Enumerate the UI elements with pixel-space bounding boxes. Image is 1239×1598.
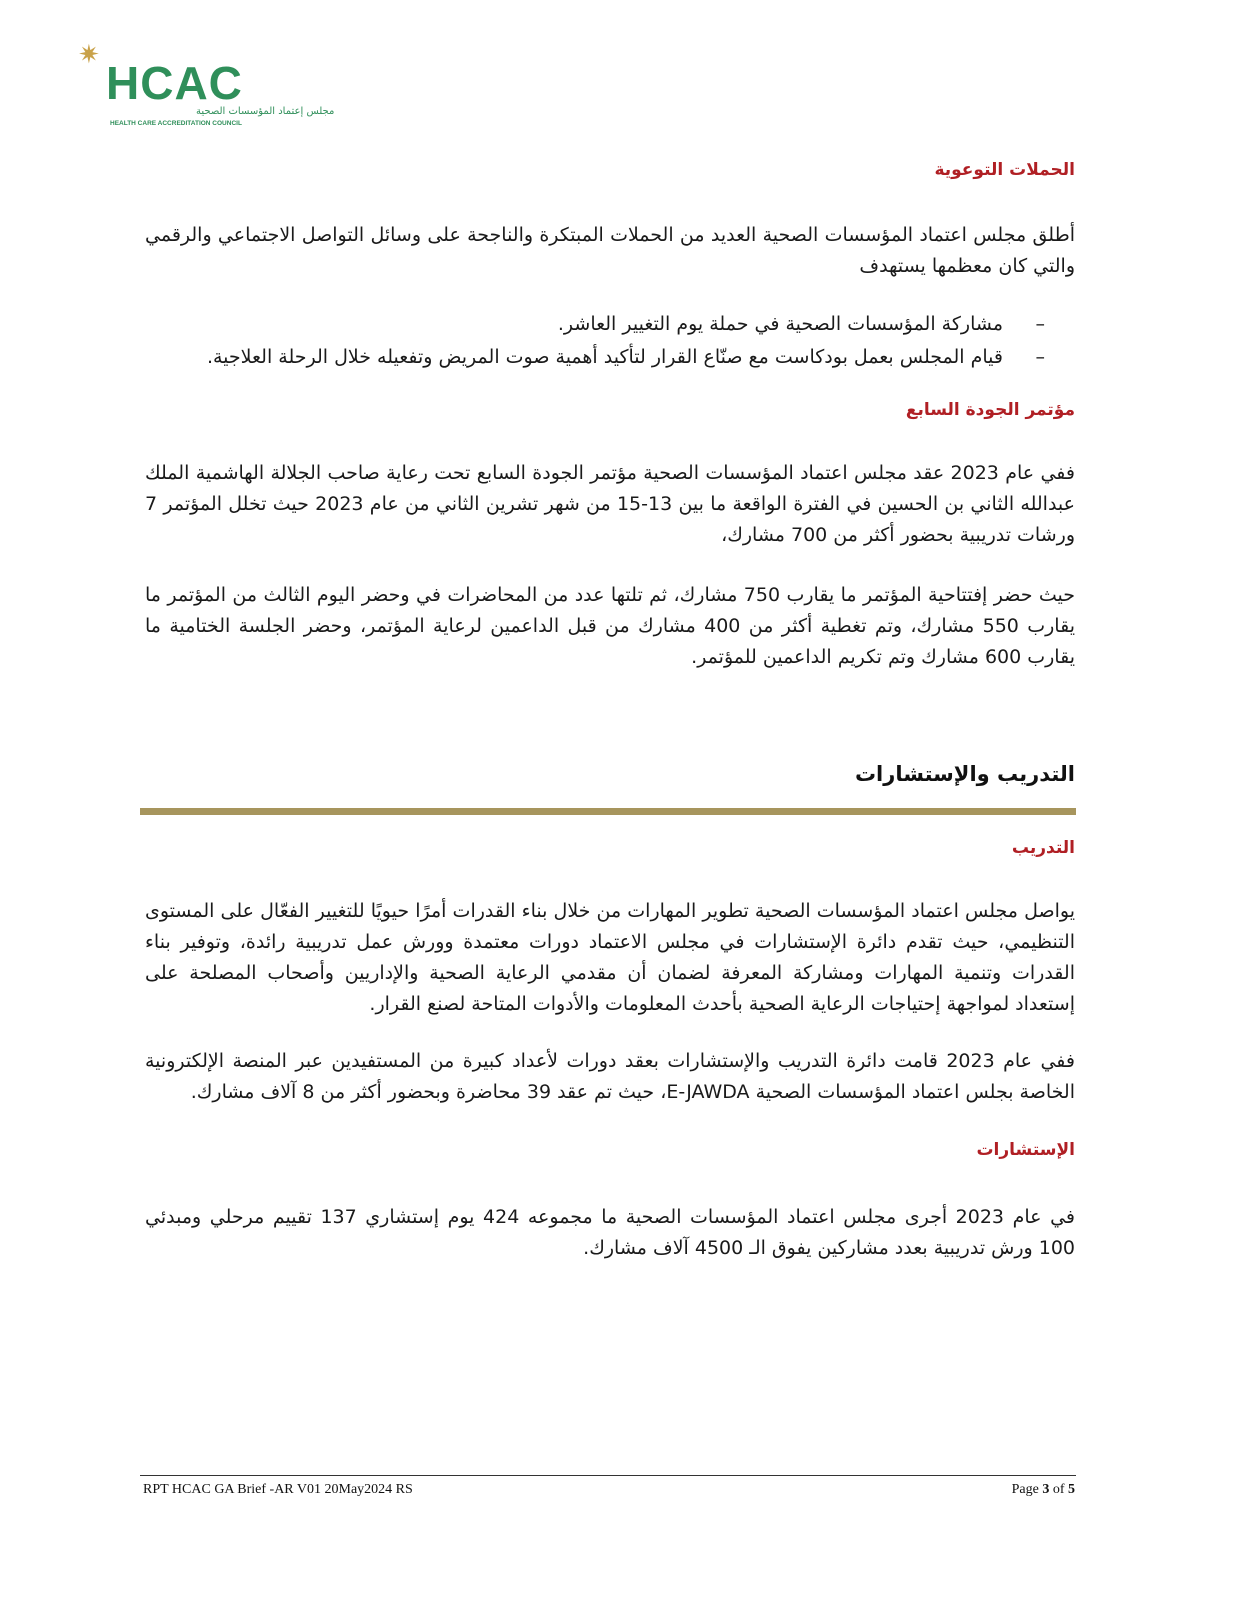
campaigns-bullet-list: [145, 308, 1075, 374]
training-para1-block: [145, 896, 1075, 1020]
heading-training: التدريب: [1011, 838, 1075, 858]
list-item: [145, 341, 1075, 374]
logo-wordmark: HCAC: [106, 57, 243, 109]
section-divider: [140, 808, 1076, 815]
campaigns-intro: أطلق مجلس اعتماد المؤسسات الصحية العديد من الحملات المبتكرة والناجحة على وسائل التواصل الاجتماعي والرقمي والتي كان معظمها يستهدف: [145, 224, 1075, 277]
training-para2-block: [145, 1046, 1075, 1108]
conference-para2-block: [145, 580, 1075, 673]
conference-para1-block: [145, 458, 1075, 551]
bullet-text: مشاركة المؤسسات الصحية في حملة يوم التغيير العاشر.: [557, 313, 1003, 335]
list-item: [145, 308, 1075, 341]
conference-para1: ففي عام 2023 عقد مجلس اعتماد المؤسسات الصحية مؤتمر الجودة السابع تحت رعاية صاحب الجلالة الهاشمية الملك عبدالله الثاني بن الحسين في الفترة الواقعة ما بين 13-15 من شهر تشرين الثاني من عام 2023 حيث تخلل المؤتمر 7 ورشات تدريبية بحضور أكثر من 700 مشارك،: [145, 462, 1075, 546]
hcac-logo: [78, 40, 335, 132]
logo-english-name: HEALTH CARE ACCREDITATION COUNCIL: [110, 120, 242, 127]
bullet-marker: –: [1035, 346, 1045, 368]
page-word: Page: [1011, 1482, 1039, 1497]
logo-arabic-name: مجلس إعتماد المؤسسات الصحية: [196, 106, 335, 117]
campaigns-intro-block: [145, 220, 1075, 282]
footer-page-number: [1012, 1482, 1075, 1498]
consulting-para1: في عام 2023 أجرى مجلس اعتماد المؤسسات الصحية ما مجموعه 424 يوم إستشاري 137 تقييم مرحلي ومبدئي 100 ورش تدريبية بعدد مشاركين يفوق الـ 4500 آلاف مشارك.: [145, 1206, 1075, 1259]
bullet-marker: –: [1035, 313, 1045, 335]
page-current: 3: [1042, 1482, 1050, 1497]
of-word: of: [1052, 1482, 1065, 1497]
consulting-para1-block: [145, 1202, 1075, 1264]
footer-doc-ref: RPT HCAC GA Brief -AR V01 20May2024 RS: [143, 1482, 413, 1497]
heading-training-consulting: التدريب والإستشارات: [854, 762, 1075, 786]
heading-conference: مؤتمر الجودة السابع: [905, 400, 1075, 420]
campaigns-bullets-block: [145, 308, 1075, 374]
star-icon: ✷: [78, 40, 100, 70]
conference-para2: حيث حضر إفتتاحية المؤتمر ما يقارب 750 مشارك، ثم تلتها عدد من المحاضرات في وحضر اليوم الثالث من المؤتمر ما يقارب 550 مشارك، وتم تغطية أكثر من 400 مشارك من قبل الداعمين لرعاية المؤتمر، وحضر الجلسة الختامية ما يقارب 600 مشارك وتم تكريم الداعمين للمؤتمر.: [145, 584, 1076, 668]
heading-consulting: الإستشارات: [976, 1140, 1075, 1160]
footer-rule: [140, 1475, 1076, 1476]
bullet-text: قيام المجلس بعمل بودكاست مع صنّاع القرار لتأكيد أهمية صوت المريض وتفعيله خلال الرحلة العلاجية.: [206, 346, 1003, 368]
page-total: 5: [1068, 1482, 1075, 1497]
heading-campaigns: الحملات التوعوية: [934, 160, 1075, 180]
training-para2: ففي عام 2023 قامت دائرة التدريب والإستشارات بعقد دورات لأعداد كبيرة من المستفيدين عبر المنصة الإلكترونية الخاصة بجلس اعتماد المؤسسات الصحية E-JAWDA، حيث تم عقد 39 محاضرة وبحضور أكثر من 8 آلاف مشارك.: [145, 1050, 1076, 1103]
training-para1: يواصل مجلس اعتماد المؤسسات الصحية تطوير المهارات من خلال بناء القدرات أمرًا حيويًا للتغيير الفعّال على المستوى التنظيمي، حيث تقدم دائرة الإستشارات في مجلس الاعتماد دورات معتمدة وورش عمل تدريبية رائدة، وتوفير بناء القدرات وتنمية المهارات ومشاركة المعرفة لضمان أن مقدمي الرعاية الصحية والإداريين وأصحاب المصلحة على إستعداد لمواجهة إحتياجات الرعاية الصحية بأحدث المعلومات والأدوات المتاحة لصنع القرار.: [145, 900, 1075, 1015]
